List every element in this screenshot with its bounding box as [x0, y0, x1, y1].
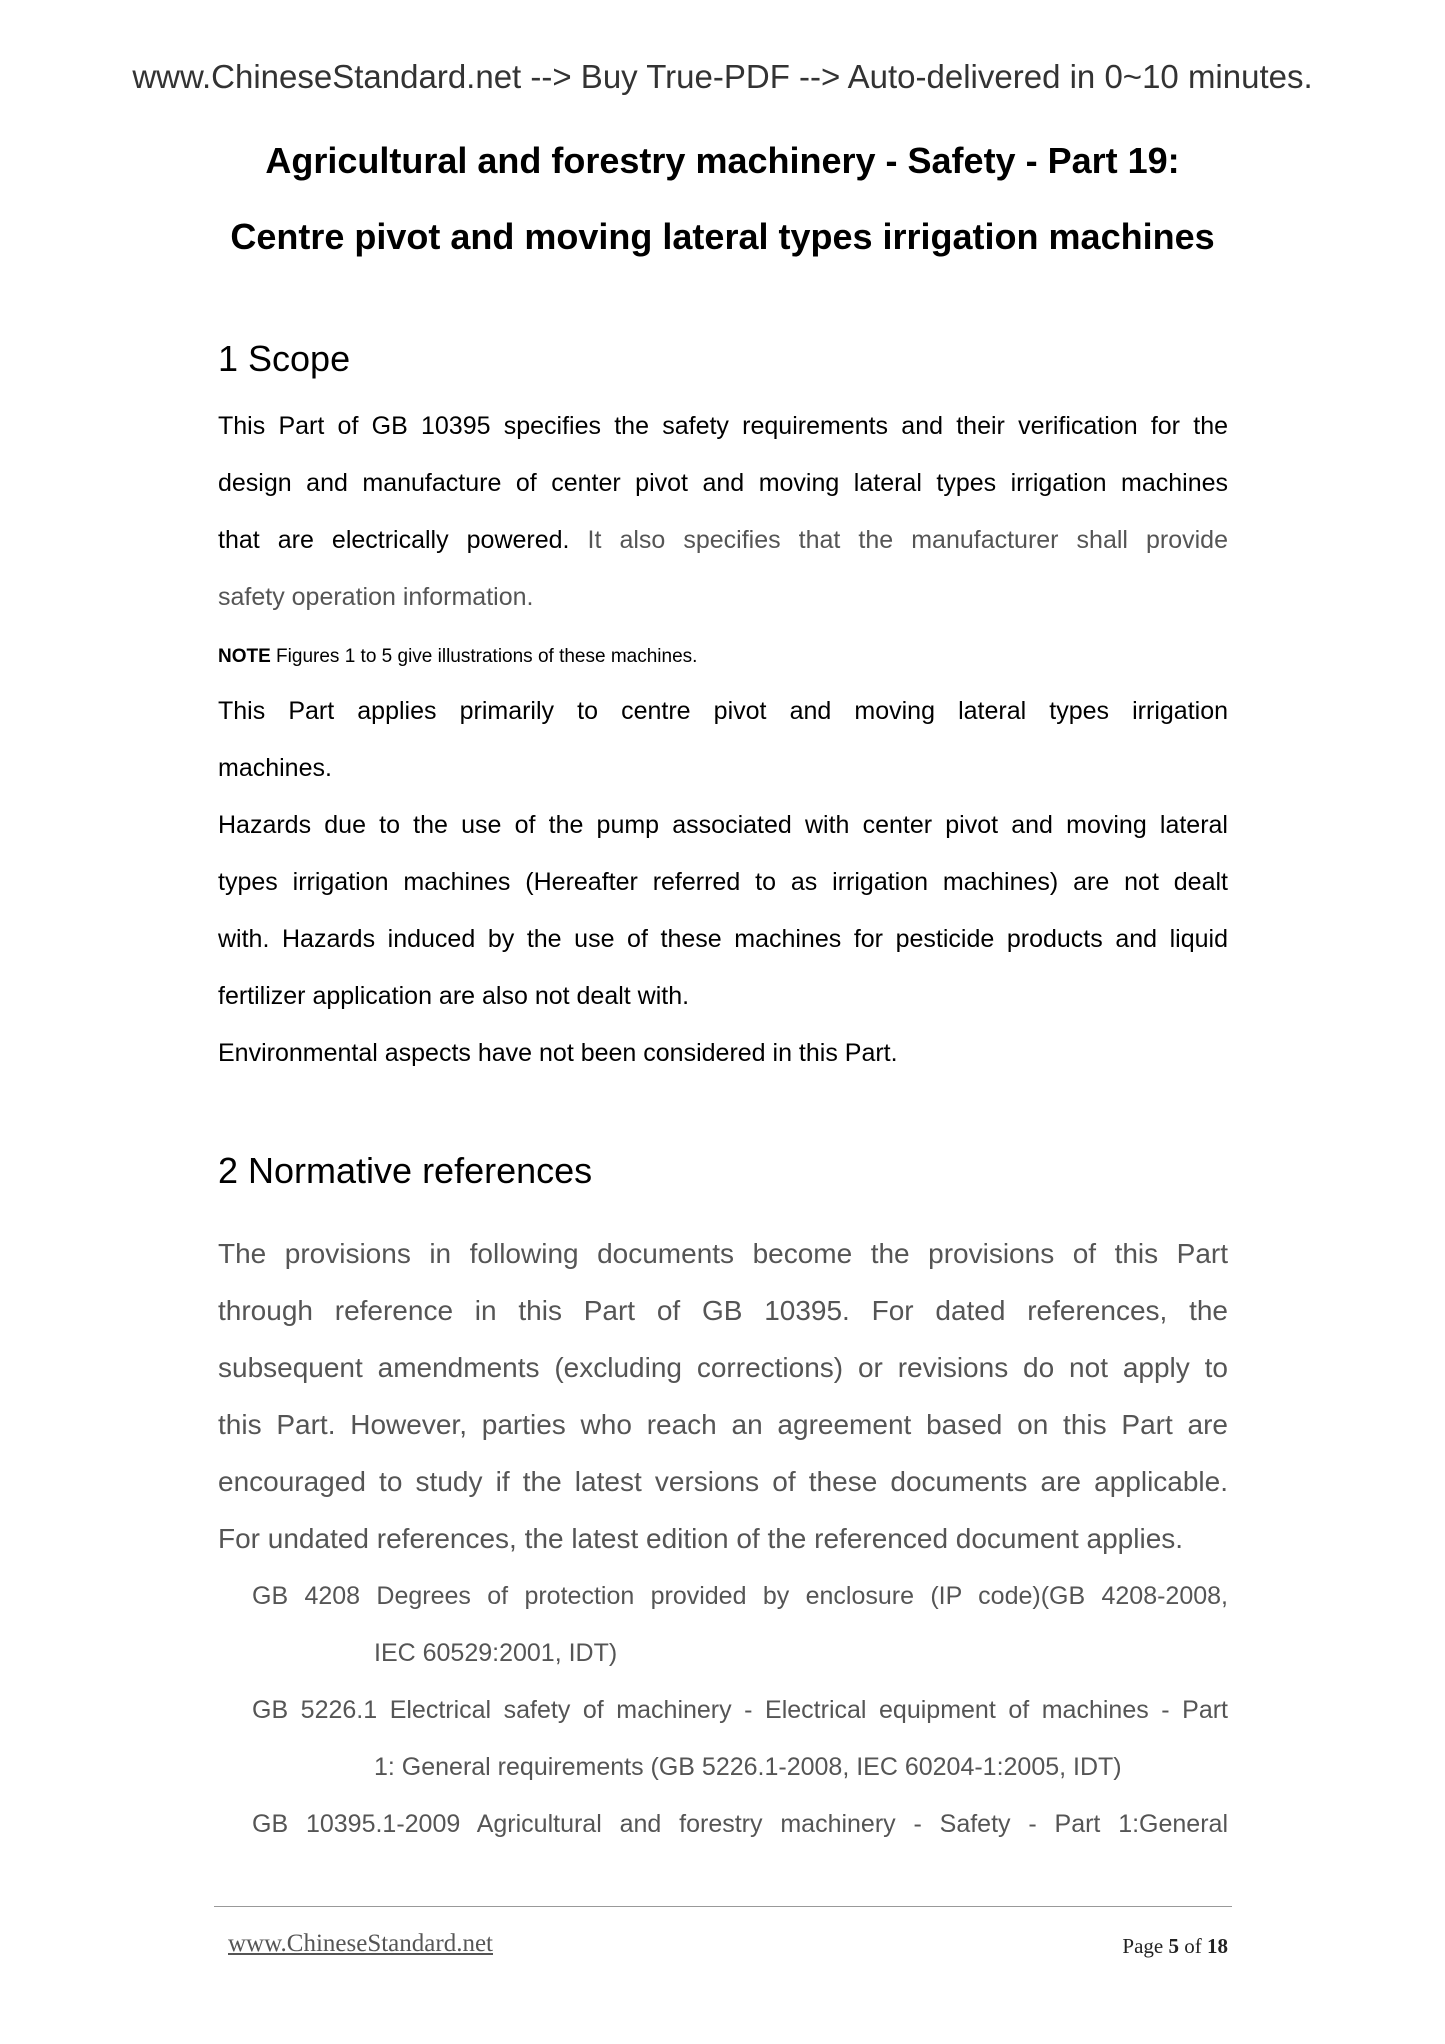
section-heading-normative-references: 2 Normative references — [218, 1150, 593, 1191]
section-heading-scope: 1 Scope — [218, 338, 351, 379]
footer-divider — [214, 1906, 1232, 1907]
text-line: This Part applies primarily to centre pivot and moving lateral types irrigation — [218, 697, 1228, 725]
scope-paragraph-1 — [218, 398, 1228, 626]
text-line: fertilizer application are also not dealt with. — [218, 982, 690, 1010]
text-span: that are electrically powered. — [218, 526, 570, 554]
text-line: subsequent amendments (excluding corrections) or revisions do not apply to — [218, 1352, 1228, 1383]
reference-item: GB 10395.1-2009 Agricultural and forestry machinery - Safety - Part 1:General — [252, 1810, 1228, 1838]
reference-item: GB 5226.1 Electrical safety of machinery - Electrical equipment of machines - Part — [252, 1696, 1228, 1724]
reference-item: GB 4208 Degrees of protection provided by enclosure (IP code)(GB 4208-2008, — [252, 1582, 1228, 1610]
text-line: through reference in this Part of GB 10395. For dated references, the — [218, 1295, 1228, 1326]
scope-note — [218, 646, 697, 668]
text-line: encouraged to study if the latest versions of these documents are applicable. — [218, 1466, 1228, 1497]
text-line: this Part. However, parties who reach an agreement based on this Part are — [218, 1409, 1228, 1440]
text-line: safety operation information. — [218, 583, 534, 611]
footer-website-link[interactable]: www.ChineseStandard.net — [228, 1930, 493, 1957]
note-text: Figures 1 to 5 give illustrations of these machines. — [270, 646, 698, 667]
reference-item-continuation: IEC 60529:2001, IDT) — [374, 1639, 618, 1667]
text-line: Hazards due to the use of the pump associated with center pivot and moving lateral — [218, 811, 1228, 839]
text-line: The provisions in following documents become the provisions of this Part — [218, 1238, 1228, 1269]
scope-paragraph-2 — [218, 683, 1228, 797]
text-line: Environmental aspects have not been considered in this Part. — [218, 1039, 898, 1067]
page-total: 18 — [1207, 1934, 1228, 1958]
text-line: For undated references, the latest edition of the referenced document applies. — [218, 1523, 1184, 1554]
text-line: design and manufacture of center pivot and moving lateral types irrigation machines — [218, 469, 1228, 497]
document-title-line-1: Agricultural and forestry machinery - Safety - Part 19: — [265, 140, 1180, 181]
page-indicator — [1122, 1934, 1228, 1959]
text-line: This Part of GB 10395 specifies the safety requirements and their verification for the — [218, 412, 1228, 440]
note-label: NOTE — [218, 646, 271, 667]
page-label: Page — [1122, 1934, 1164, 1958]
text-span-gray: It also specifies that the manufacturer shall provide — [569, 526, 1228, 554]
text-line — [218, 512, 1228, 569]
page-number: 5 — [1168, 1934, 1179, 1958]
text-line: with. Hazards induced by the use of these machines for pesticide products and liquid — [218, 925, 1228, 953]
header-banner: www.ChineseStandard.net --> Buy True-PDF --> Auto-delivered in 0~10 minutes. — [132, 58, 1313, 95]
reference-list — [252, 1568, 1228, 1853]
references-intro — [218, 1225, 1228, 1567]
text-line: types irrigation machines (Hereafter referred to as irrigation machines) are not dealt — [218, 868, 1228, 896]
scope-paragraph-3 — [218, 797, 1228, 1082]
document-title-line-2: Centre pivot and moving lateral types irrigation machines — [230, 216, 1215, 257]
text-line: machines. — [218, 754, 332, 782]
page-of: of — [1184, 1934, 1202, 1958]
reference-item-continuation: 1: General requirements (GB 5226.1-2008, IEC 60204-1:2005, IDT) — [374, 1753, 1122, 1781]
